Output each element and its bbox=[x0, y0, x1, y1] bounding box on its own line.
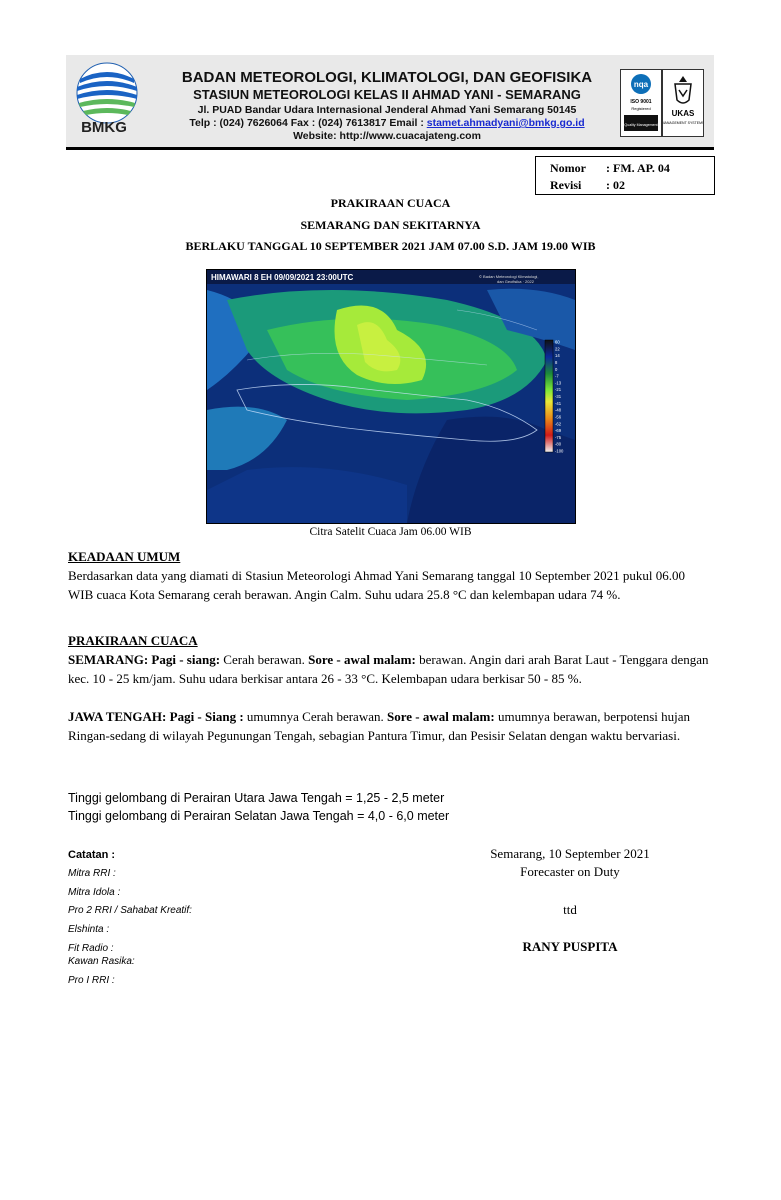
sign-place-date: Semarang, 10 September 2021 bbox=[490, 846, 650, 861]
jateng-label: JAWA TENGAH: bbox=[68, 709, 167, 724]
jateng-forecast bbox=[68, 707, 713, 745]
wave-north: Tinggi gelombang di Perairan Utara Jawa Tengah = 1,25 - 2,5 meter bbox=[68, 791, 445, 805]
note-item: Pro 2 RRI / Sahabat Kreatif: bbox=[68, 905, 192, 916]
logo-text: BMKG bbox=[81, 119, 127, 136]
jateng-pagi-text: umumnya Cerah berawan. bbox=[246, 709, 384, 724]
note-item: Mitra RRI : bbox=[68, 868, 116, 879]
note-item: Kawan Rasika: bbox=[68, 956, 135, 967]
cert-ukas-text: UKAS bbox=[671, 109, 695, 118]
satellite-credit-1: © Badan Meteorologi Klimatologi, bbox=[479, 274, 539, 279]
satellite-banner: HIMAWARI 8 EH 09/09/2021 23:00UTC bbox=[211, 273, 354, 282]
station-name: STASIUN METEOROLOGI KELAS II AHMAD YANI - SEMARANG bbox=[193, 87, 581, 102]
doc-subtitle: SEMARANG DAN SEKITARNYA bbox=[300, 218, 481, 232]
nomor-value: : FM. AP. 04 bbox=[606, 161, 670, 175]
scale-tick-label: -69 bbox=[555, 428, 562, 434]
scale-tick-label: 14 bbox=[555, 353, 560, 359]
forecast-section bbox=[68, 631, 713, 745]
nomor-label: Nomor bbox=[550, 161, 586, 175]
scale-tick-label: -13 bbox=[555, 380, 562, 386]
scale-tick-label: 8 bbox=[555, 359, 558, 365]
sign-ttd: ttd bbox=[563, 902, 577, 917]
document-number-box bbox=[535, 156, 715, 195]
note-item: Mitra Idola : bbox=[68, 887, 121, 898]
note-item: Pro I RRI : bbox=[68, 975, 115, 986]
scale-tick-label: -48 bbox=[555, 407, 562, 413]
revisi-value: : 02 bbox=[606, 178, 625, 192]
cert-iso-text: ISO 9001 bbox=[630, 99, 652, 105]
semarang-pagi-label: Pagi - siang: bbox=[151, 652, 221, 667]
scale-tick-label: -56 bbox=[555, 414, 562, 420]
scale-tick-label: -31 bbox=[555, 394, 562, 399]
validity-period: BERLAKU TANGGAL 10 SEPTEMBER 2021 JAM 07.00 S.D. JAM 19.00 WIB bbox=[185, 239, 596, 253]
semarang-label: SEMARANG: bbox=[68, 652, 149, 667]
cert-quality-text: Quality Management bbox=[624, 123, 658, 127]
scale-tick-label: 22 bbox=[555, 346, 560, 352]
general-conditions-heading: KEADAAN UMUM bbox=[68, 549, 181, 564]
nqa-certificate bbox=[620, 69, 662, 137]
general-conditions-text: Berdasarkan data yang diamati di Stasiun Meteorologi Ahmad Yani Semarang tanggal 10 September 2021 pukul 06.00 WIB cuaca Kota Semarang cerah berawan. Angin Calm. Suhu udara 25.8 °C dan kelembapan udara 74 %. bbox=[68, 568, 686, 602]
cert-ukas-sub-text: MANAGEMENT SYSTEMS bbox=[663, 121, 703, 125]
semarang-sore-text: berawan. Angin dari arah Barat Laut - Tenggara dengan kec. 10 - 25 km/jam. Suhu udara berkisar antara 26 - 33 °C. Kelembapan udara berkisar 50 - 85 %. bbox=[68, 652, 709, 686]
scale-tick-label: -62 bbox=[555, 421, 562, 427]
jateng-sore-text: umumnya berawan, berpotensi hujan Ringan-sedang di wilayah Pegunungan Tengah, sebagian Pantura Timur, dan Pesisir Selatan dengan waktu bervariasi. bbox=[68, 709, 691, 743]
wave-height-section bbox=[68, 789, 713, 825]
station-address: Jl. PUAD Bandar Udara Internasional Jenderal Ahmad Yani Semarang 50145 bbox=[197, 104, 577, 116]
scale-tick-label: -7 bbox=[555, 373, 559, 379]
semarang-pagi-text: Cerah berawan. bbox=[223, 652, 305, 667]
general-conditions-section bbox=[68, 547, 713, 604]
jateng-pagi-label: Pagi - Siang : bbox=[169, 709, 244, 724]
note-item: Elshinta : bbox=[68, 924, 110, 935]
satellite-image bbox=[206, 269, 576, 524]
semarang-sore-label: Sore - awal malam: bbox=[308, 652, 416, 667]
scale-tick-label: -100 bbox=[555, 448, 564, 454]
color-scale-bar bbox=[545, 340, 553, 452]
ukas-certificate bbox=[662, 69, 704, 137]
sign-role: Forecaster on Duty bbox=[520, 864, 620, 879]
forecast-heading: PRAKIRAAN CUACA bbox=[68, 633, 198, 648]
scale-tick-label: 0 bbox=[555, 366, 558, 372]
email-link[interactable]: stamet.ahmadyani@bmkg.go.id bbox=[426, 117, 585, 129]
phone-fax: Telp : (024) 7626064 Fax : (024) 7613817 bbox=[189, 117, 387, 129]
scale-tick-label: 60 bbox=[555, 339, 560, 345]
scale-tick-label: -75 bbox=[555, 434, 562, 440]
scale-tick-label: -41 bbox=[555, 400, 562, 406]
jateng-sore-label: Sore - awal malam: bbox=[386, 709, 495, 724]
revisi-label: Revisi bbox=[550, 178, 582, 192]
contact-line bbox=[162, 117, 612, 130]
note-item: Fit Radio : bbox=[68, 943, 114, 954]
scale-tick-label: -80 bbox=[555, 441, 562, 447]
cert-registered-text: Registered bbox=[631, 106, 651, 111]
satellite-credit-2: dan Geofisika · 2022 bbox=[497, 279, 534, 284]
org-name: BADAN METEOROLOGI, KLIMATOLOGI, DAN GEOFISIKA bbox=[181, 69, 593, 86]
doc-title: PRAKIRAAN CUACA bbox=[330, 196, 451, 210]
notes-heading: Catatan : bbox=[68, 849, 116, 861]
cert-nqa-text: nqa bbox=[633, 80, 649, 89]
satellite-caption: Citra Satelit Cuaca Jam 06.00 WIB bbox=[309, 526, 472, 538]
email-label: Email : bbox=[389, 117, 424, 129]
header-divider bbox=[66, 147, 714, 150]
semarang-forecast bbox=[68, 650, 713, 688]
forecaster-name: RANY PUSPITA bbox=[522, 939, 618, 954]
wave-south: Tinggi gelombang di Perairan Selatan Jawa Tengah = 4,0 - 6,0 meter bbox=[68, 809, 450, 823]
website-line[interactable]: Website: http://www.cuacajateng.com bbox=[293, 130, 481, 142]
letterhead bbox=[66, 55, 714, 147]
scale-tick-label: -21 bbox=[555, 387, 562, 393]
